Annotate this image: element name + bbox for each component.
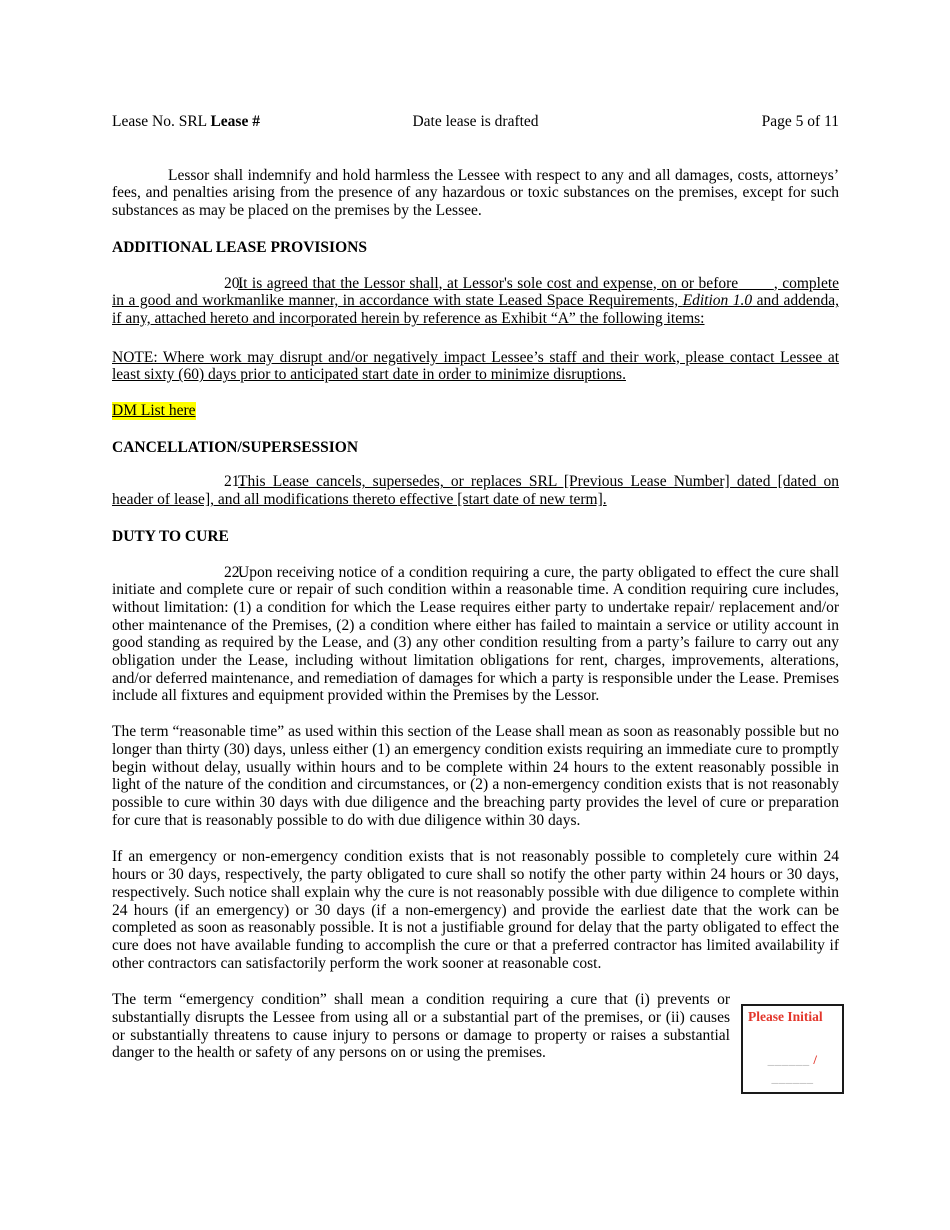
paragraph-clause-21 [112,473,839,508]
clause-21-text: This Lease cancels, supersedes, or replaces SRL [Previous Lease Number] dated [dated on header of lease], and all modifications thereto effective [start date of new term]. [112,473,839,509]
clause-20-number: 20. [224,274,244,292]
page-header [112,113,839,131]
clause-20-text-3: and addenda, if any, attached hereto and incorporated herein by reference as Exhibit “A” the following items: [112,292,839,327]
page-number: Page 5 of 11 [761,113,839,130]
paragraph-notice-requirement: If an emergency or non-emergency condition exists that is not reasonably possible to completely cure within 24 hours or 30 days, respectively, the party obligated to cure shall so notify the other party within 24 hours or 30 days, respectively. Such notice shall explain why the cure is not reasonably possible with due diligence to complete within 24 hours (if an emergency) or 30 days (if a non-emergency) and provide the earliest date that the work can be completed as soon as reasonably possible. It is not a justifiable ground for delay that the party obligated to effect the cure does not have available funding to accomplish the cure or that a preferred contractor has limited availability if other contractors can satisfactorily perform the work sooner at reasonable cost. [112,848,839,972]
clause-20-date-blank[interactable] [738,275,774,292]
please-initial-box [741,1004,844,1094]
paragraph-note [112,349,839,384]
clause-20-text-1: It is agreed that the Lessor shall, at Lessor's sole cost and expense, on or before [238,274,739,292]
initial-slash: / [813,1052,818,1067]
clause-21-number: 21. [224,473,244,491]
lease-date-field: Date lease is drafted [412,113,539,130]
heading-cancellation-supersession: CANCELLATION/SUPERSESSION [112,438,359,456]
initial-blank-left[interactable]: ______ [767,1052,810,1067]
clause-22-text: Upon receiving notice of a condition requiring a cure, the party obligated to effect the cure shall initiate and complete cure or repair of such condition within a reasonable time. A condition requiring cure includes, without limitation: (1) a condition for which the Lease requires either party to undertake repair/ replacement and/or other maintenance of the Premises, (2) a condition where either has failed to maintain a service or utility account in good standing as required by the Lease, and (3) any other condition resulting from a party’s failure to carry out any obligation under the Lease, including without limitation obligations for rent, charges, improvements, alterations, and/or deferred maintenance, and remediation of damages for which a party is responsible under the Lease. Premises include all fixtures and equipment provided within the Premises by the Lessor. [112,563,839,705]
paragraph-clause-22 [112,564,839,706]
initial-blank-right[interactable]: ______ [771,1069,814,1085]
paragraph-emergency-condition: The term “emergency condition” shall mean a condition requiring a cure that (i) prevents or substantially disrupts the Lessee from using all or a substantial part of the premises, or (ii) causes or substantially threatens to cause injury to persons or damage to property or raises a substantial danger to the health or safety of any persons on or using the premises. [112,991,730,1062]
paragraph-reasonable-time: The term “reasonable time” as used within this section of the Lease shall mean as soon as reasonably possible but no longer than thirty (30) days, unless either (1) an emergency condition exists requiring an immediate cure to promptly begin without delay, usually within hours and to be complete within 24 hours to the extent reasonably possible in light of the nature of the condition and circumstances, or (2) a non-emergency condition exists that is not reasonably possible to cure within 30 days with due diligence and the breaching party provides the level of cure or preparation for cure that is reasonably possible to do with due diligence within 30 days. [112,723,839,829]
heading-duty-to-cure: DUTY TO CURE [112,527,229,545]
note-text: NOTE: Where work may disrupt and/or negatively impact Lessee’s staff and their work, please contact Lessee at least sixty (60) days prior to anticipated start date in order to minimize disruptions. [112,348,839,384]
paragraph-clause-20 [112,275,839,328]
initial-blanks-line [748,1051,837,1086]
clause-20-text-2: , complete in a good and workmanlike manner, in accordance with state Leased Space Requirements, [112,274,840,310]
paragraph-indemnify: Lessor shall indemnify and hold harmless the Lessee with respect to any and all damages, costs, attorneys’ fees, and penalties arising from the presence of any hazardous or toxic substances on the premises, except for such substances as may be placed on the premises by the Lessee. [112,166,839,220]
clause-22-number: 22. [224,563,244,581]
paragraph-dm-list [112,402,839,420]
please-initial-label: Please Initial [748,1009,823,1024]
heading-additional-lease-provisions: ADDITIONAL LEASE PROVISIONS [112,238,367,256]
lease-number-field [112,113,412,131]
dm-list-highlight[interactable]: DM List here [112,402,196,420]
clause-20-edition: Edition 1.0 [682,292,753,310]
lease-number-label: Lease No. SRL [112,113,211,130]
lease-number-value: Lease # [210,113,260,130]
